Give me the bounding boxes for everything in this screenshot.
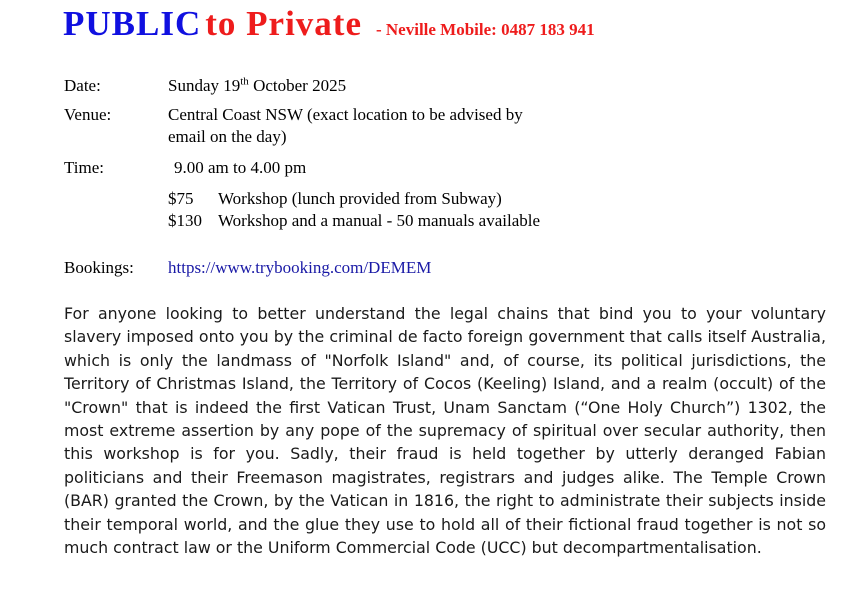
title-to-private: to Private	[205, 4, 362, 43]
price-amount: $130	[168, 211, 202, 230]
title-public: PUBLIC	[63, 4, 202, 43]
venue-line-2: email on the day)	[168, 127, 287, 146]
body-paragraph: For anyone looking to better understand the legal chains that bind you to your voluntary slavery imposed onto you by the criminal de facto foreign government that calls itself Australia, which is only the landmass of "Norfolk Island" and, of course, its political jurisdictions, the Territory of Christmas Island, the Territory of Cocos (Keeling) Island, and a realm (occult) of the "Crown" that is indeed the first Vatican Trust, Unam Sanctam (“One Holy Church”) 1302, the most extreme assertion by any pope of the supremacy of spiritual over secular authority, then this workshop is for you. Sadly, their fraud is held together by utterly deranged Fabian politicians and their Freemason magistrates, registrars and judges alike. The Temple Crown (BAR) granted the Crown, by the Vatican in 1816, the right to administrate their subjects inside their temporal world, and the glue they use to hold all of their fictional fraud together is not so much contract law or the Uniform Commercial Code (UCC) but decompartmentalisation.	[64, 304, 826, 558]
date-text-post: October 2025	[248, 76, 347, 95]
price-row-workshop-manual	[168, 210, 608, 232]
bookings-label: Bookings:	[64, 258, 134, 277]
venue-line-1: Central Coast NSW (exact location to be advised by	[168, 105, 523, 124]
date-text-pre: Sunday 19	[168, 76, 241, 95]
venue-value	[168, 104, 608, 148]
price-amount: $75	[168, 189, 194, 208]
price-list	[168, 188, 608, 232]
bookings-link[interactable]: https://www.trybooking.com/DEMEM	[168, 258, 432, 277]
price-row-workshop	[168, 188, 608, 210]
price-description: Workshop (lunch provided from Subway)	[218, 189, 502, 208]
venue-label: Venue:	[64, 105, 112, 124]
date-value	[168, 75, 608, 97]
time-value: 9.00 am to 4.00 pm	[174, 158, 307, 177]
price-description: Workshop and a manual - 50 manuals available	[218, 211, 541, 230]
document-title	[63, 4, 843, 44]
date-suffix: th	[240, 75, 249, 88]
bookings-value	[168, 257, 608, 279]
time-label: Time:	[64, 158, 105, 177]
date-label: Date:	[64, 76, 101, 95]
contact-line: - Neville Mobile: 0487 183 941	[375, 20, 595, 39]
